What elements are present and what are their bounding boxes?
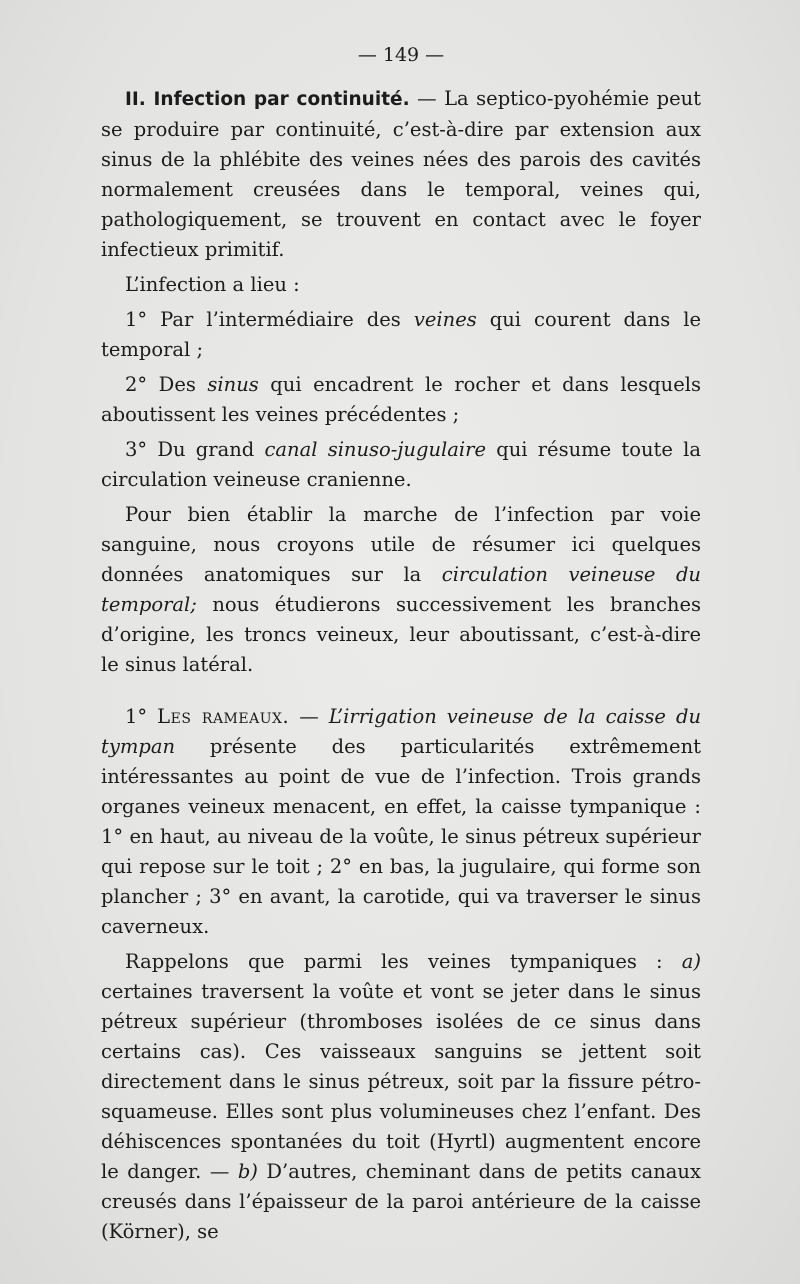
rappelons-marker-a: a)	[681, 950, 701, 973]
item3-pre: 3° Du grand	[125, 438, 265, 461]
document-page	[101, 40, 701, 1247]
item2-emphasis: sinus	[207, 373, 259, 396]
paragraph-lieu: L’infection a lieu :	[125, 273, 300, 296]
item1-emphasis: veines	[413, 308, 477, 331]
marche-emphasis: circulation veineuse du temporal;	[101, 563, 701, 616]
item3-post: qui résume toute la circulation veineuse cranienne.	[101, 438, 701, 491]
rappelons-pre: Rappelons que parmi les veines tympaniques :	[125, 950, 682, 973]
section-heading: II. Infection par continuité.	[125, 89, 410, 110]
rappelons-marker-b: b)	[237, 1160, 258, 1183]
list-item-1	[101, 305, 701, 365]
list-item-3	[101, 435, 701, 495]
rameaux-heading: Les rameaux.	[157, 705, 290, 728]
item1-post: qui courent dans le temporal ;	[101, 308, 702, 361]
list-item-2	[101, 370, 701, 430]
heading-separator: —	[409, 87, 445, 110]
rappelons-post: D’autres, cheminant dans de petits canaux creusés dans l’épaisseur de la paroi antérieure de la caisse (Körner), se	[101, 1160, 701, 1243]
rameaux-emphasis: L’irrigation veineuse de la caisse du tympan	[101, 705, 702, 758]
rappelons-mid: certaines traversent la voûte et vont se jeter dans le sinus pétreux supérieur (thromboses isolées de ce sinus dans certains cas). Ces vaisseaux sanguins se jettent soit directement dans le sinus pétreux, soit par la fissure pétro-squameuse. Elles sont plus volumineuses chez l’enfant. Des déhiscences spontanées du toit (Hyrtl) augmentent encore le danger. —	[101, 980, 701, 1183]
item3-emphasis: canal sinuso-jugulaire	[264, 438, 486, 461]
rameaux-separator: —	[289, 705, 329, 728]
section-spacer	[101, 680, 701, 702]
marche-post: nous étudierons successivement les branches d’origine, les troncs veineux, leur aboutissant, c’est-à-dire le sinus latéral.	[101, 593, 701, 676]
marche-pre: Pour bien établir la marche de l’infection par voie sanguine, nous croyons utile de résumer ici quelques données anatomiques sur la	[101, 503, 701, 586]
rameaux-number: 1°	[125, 705, 158, 728]
paragraph-rappelons	[101, 947, 701, 1247]
item1-pre: 1° Par l’intermédiaire des	[125, 308, 414, 331]
section-ii-text: La septico-pyohémie peut se produire par continuité, c’est-à-dire par extension aux sinus de la phlébite des veines nées des parois des cavités normalement creusées dans le temporal, veines qui, pathologiquement, se trouvent en contact avec le foyer infectieux primitif.	[101, 87, 701, 261]
paragraph-marche	[101, 500, 701, 680]
rameaux-text: présente des particularités extrêmement intéressantes au point de vue de l’infection. Trois grands organes veineux menacent, en effet, la caisse tympanique : 1° en haut, au niveau de la voûte, le sinus pétreux supérieur qui repose sur le toit ; 2° en bas, la jugulaire, qui forme son plancher ; 3° en avant, la carotide, qui va traverser le sinus caverneux.	[101, 735, 701, 938]
item2-pre: 2° Des	[125, 373, 208, 396]
item2-post: qui encadrent le rocher et dans lesquels aboutissent les veines précédentes ;	[101, 373, 701, 426]
paragraph-rameaux	[101, 702, 701, 942]
paragraph-section-ii	[101, 84, 701, 265]
page-number: — 149 —	[357, 44, 445, 66]
